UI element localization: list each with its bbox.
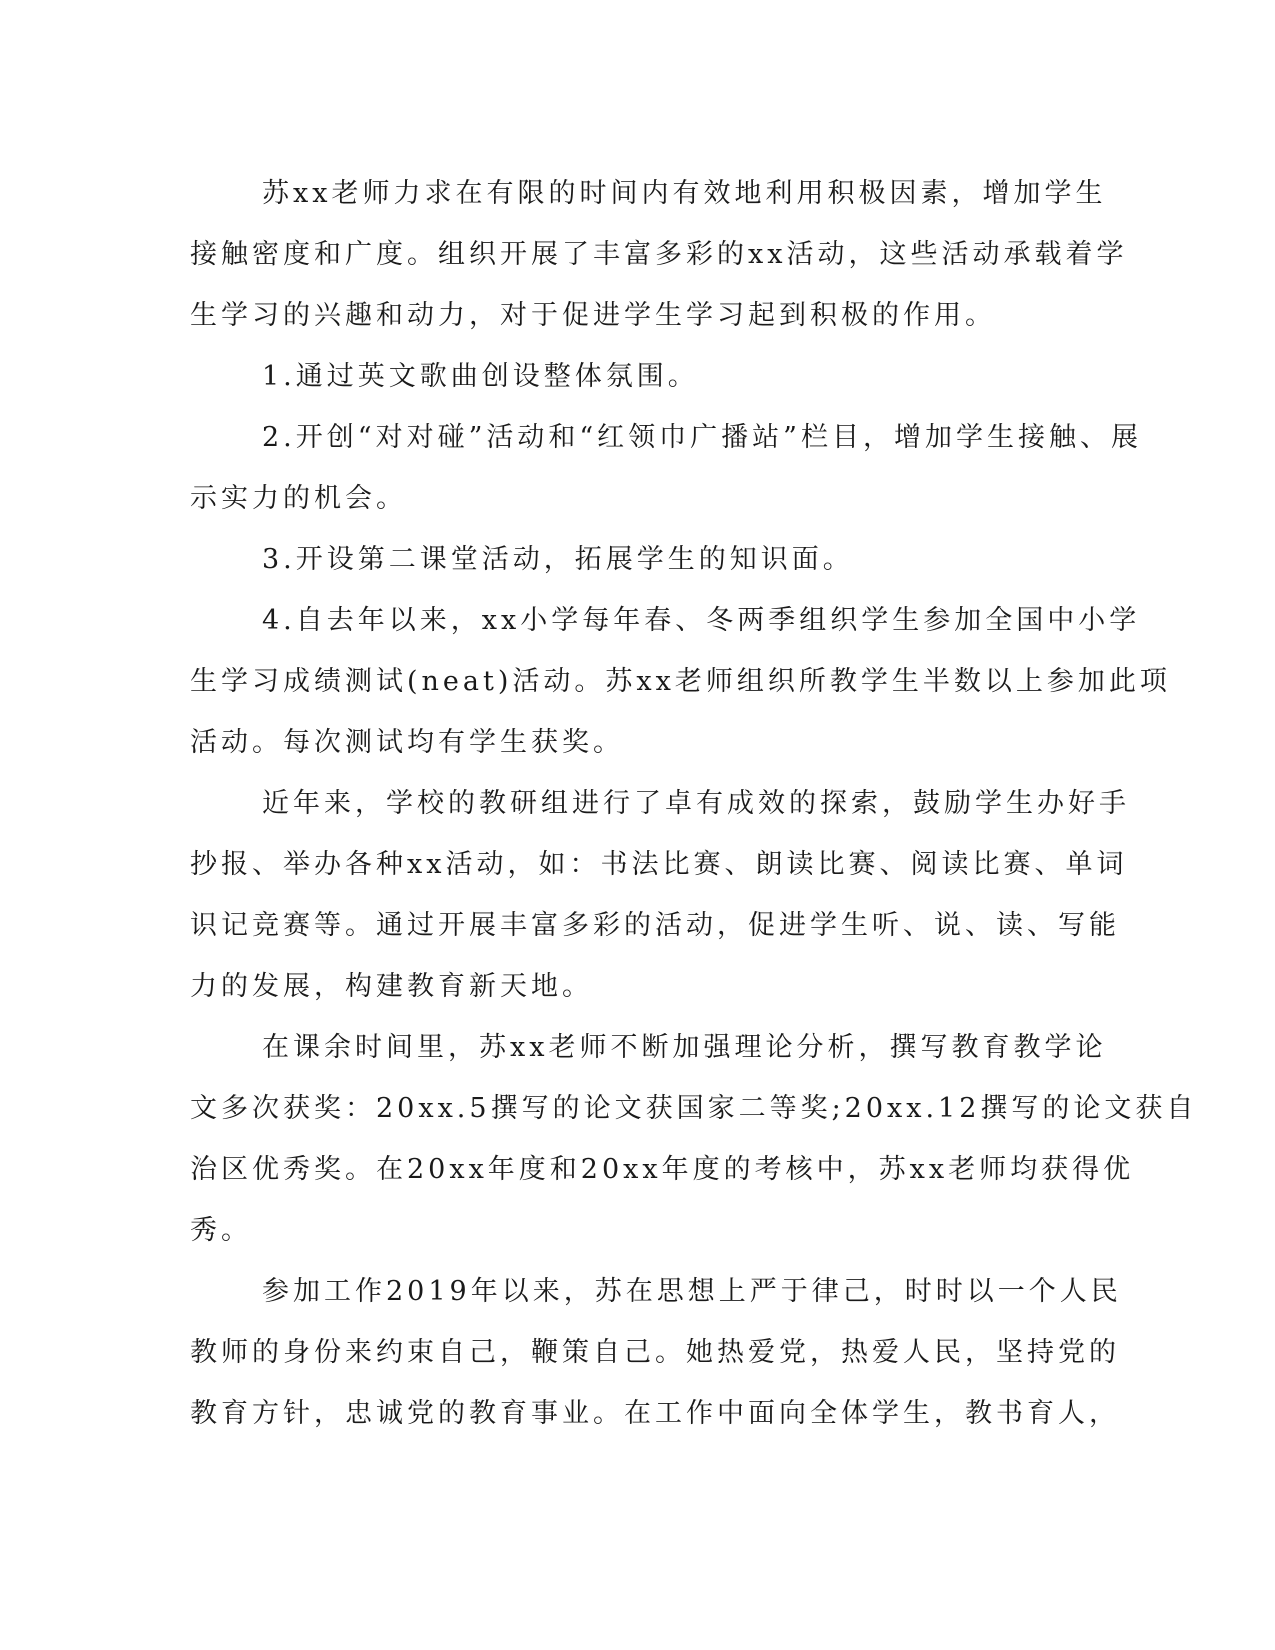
paragraph-4-line-1: 参加工作2019年以来，苏在思想上严于律己，时时以一个人民 bbox=[262, 1276, 1122, 1307]
paragraph-2-line-2: 抄报、举办各种xx活动，如：书法比赛、朗读比赛、阅读比赛、单词 bbox=[190, 849, 1128, 880]
paragraph-3-line-2: 文多次获奖：20xx.5撰写的论文获国家二等奖;20xx.12撰写的论文获自 bbox=[190, 1093, 1198, 1124]
list-item-1: 1.通过英文歌曲创设整体氛围。 bbox=[262, 361, 699, 392]
paragraph-2-line-1: 近年来，学校的教研组进行了卓有成效的探索，鼓励学生办好手 bbox=[262, 788, 1130, 819]
list-item-2-line-2: 示实力的机会。 bbox=[190, 483, 407, 514]
paragraph-3-line-1: 在课余时间里，苏xx老师不断加强理论分析，撰写教育教学论 bbox=[262, 1032, 1107, 1063]
list-item-4-line-2: 生学习成绩测试(neat)活动。苏xx老师组织所教学生半数以上参加此项 bbox=[190, 666, 1171, 697]
body-text bbox=[190, 163, 1198, 1444]
paragraph-2-line-3: 识记竞赛等。通过开展丰富多彩的活动，促进学生听、说、读、写能 bbox=[190, 910, 1120, 941]
list-item-3: 3.开设第二课堂活动，拓展学生的知识面。 bbox=[262, 544, 854, 575]
paragraph-1-line-2: 接触密度和广度。组织开展了丰富多彩的xx活动，这些活动承载着学 bbox=[190, 239, 1128, 270]
list-item-4-line-3: 活动。每次测试均有学生获奖。 bbox=[190, 727, 624, 758]
paragraph-2-line-4: 力的发展，构建教育新天地。 bbox=[190, 971, 593, 1002]
list-item-4-line-1: 4.自去年以来，xx小学每年春、冬两季组织学生参加全国中小学 bbox=[262, 605, 1141, 636]
paragraph-4-line-3: 教育方针，忠诚党的教育事业。在工作中面向全体学生，教书育人， bbox=[190, 1398, 1120, 1429]
paragraph-4-line-2: 教师的身份来约束自己，鞭策自己。她热爱党，热爱人民，坚持党的 bbox=[190, 1337, 1120, 1368]
paragraph-1-line-3: 生学习的兴趣和动力，对于促进学生学习起到积极的作用。 bbox=[190, 300, 996, 331]
paragraph-3-line-3: 治区优秀奖。在20xx年度和20xx年度的考核中，苏xx老师均获得优 bbox=[190, 1154, 1135, 1185]
paragraph-3-line-4: 秀。 bbox=[190, 1215, 252, 1246]
list-item-2-line-1: 2.开创“对对碰”活动和“红领巾广播站”栏目，增加学生接触、展 bbox=[262, 422, 1142, 453]
paragraph-1-line-1: 苏xx老师力求在有限的时间内有效地利用积极因素，增加学生 bbox=[262, 178, 1107, 209]
